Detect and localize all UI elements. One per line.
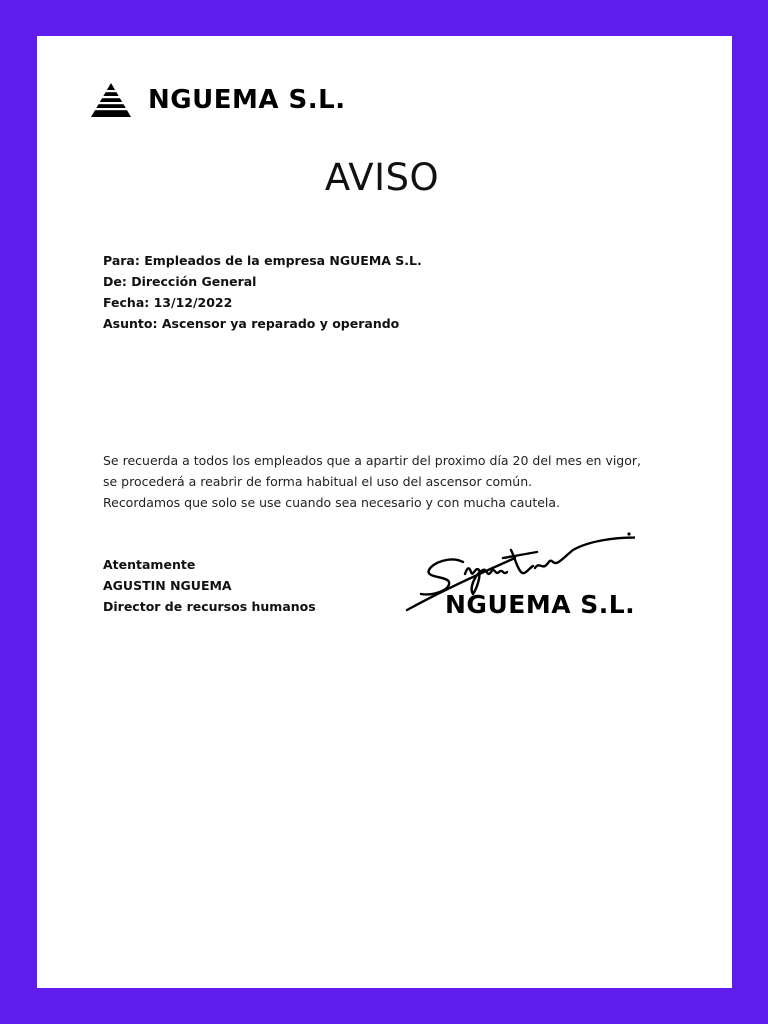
body-line: Se recuerda a todos los empleados que a apartir del proximo día 20 del mes en vigor,	[103, 453, 642, 468]
company-name: NGUEMA S.L.	[148, 85, 346, 115]
signer-name: AGUSTIN NGUEMA	[103, 578, 232, 593]
document-title: AVISO	[324, 156, 440, 199]
memo-body	[103, 450, 641, 513]
signer-role: Director de recursos humanos	[103, 599, 316, 614]
document-page	[37, 36, 732, 988]
field-de: De: Dirección General	[103, 274, 257, 289]
pyramid-logo-icon	[90, 82, 132, 118]
field-para: Para: Empleados de la empresa NGUEMA S.L.	[103, 253, 422, 268]
closing-salutation: Atentamente	[103, 557, 196, 572]
field-fecha: Fecha: 13/12/2022	[103, 295, 233, 310]
field-asunto: Asunto: Ascensor ya reparado y operando	[103, 316, 400, 331]
closing-block	[103, 554, 316, 617]
body-line: Recordamos que solo se use cuando sea necesario y con mucha cautela.	[103, 495, 561, 510]
memo-header	[103, 250, 422, 334]
body-line: se procederá a reabrir de forma habitual el uso del ascensor común.	[103, 474, 533, 489]
signature-company-name: NGUEMA S.L.	[445, 590, 636, 619]
company-logo	[90, 82, 346, 118]
